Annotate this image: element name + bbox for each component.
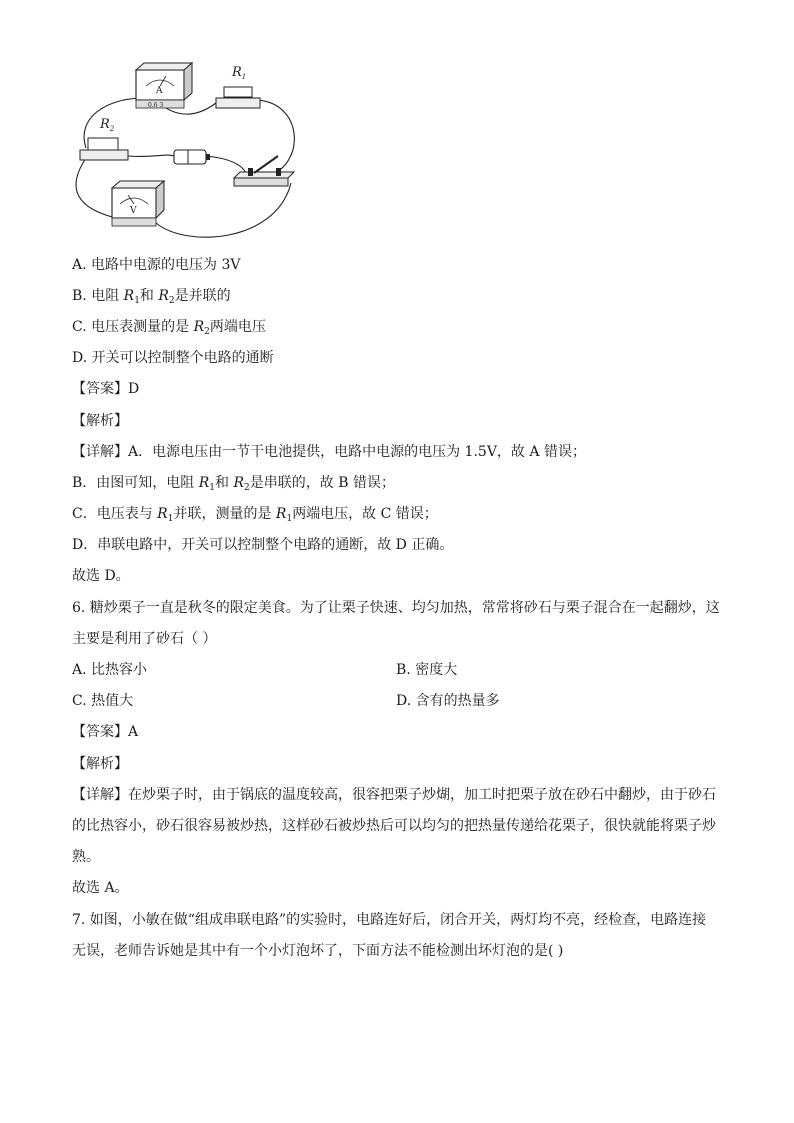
resistor-r1 <box>216 65 260 108</box>
q5-analysis: 【解析】 <box>72 413 128 429</box>
q5-answer: 【答案】D <box>72 381 140 397</box>
voltmeter-symbol: V <box>130 206 137 216</box>
q6-option-b: B. 密度大 <box>396 662 458 678</box>
q5-option-c: C. 电压表测量的是 $R_2$两端电压 <box>72 319 266 337</box>
q6-option-d: D. 含有的热量多 <box>396 693 500 709</box>
battery <box>174 150 210 164</box>
ammeter <box>136 63 192 109</box>
q6-analysis: 【解析】 <box>72 756 128 772</box>
wire <box>156 183 291 237</box>
wire <box>128 155 174 156</box>
r2-label: $R_2$ <box>100 117 115 133</box>
q5-option-d: D. 开关可以控制整个电路的通断 <box>72 350 274 366</box>
q6-option-c: C. 热值大 <box>72 693 134 709</box>
q6-stem-line1: 6. 糖炒栗子一直是秋冬的限定美食。为了让栗子快速、均匀加热，常常将砂石与栗子混合在一起翻炒，这 <box>72 600 720 616</box>
ammeter-symbol: A <box>156 86 163 96</box>
wire <box>206 156 246 173</box>
q7-stem-line2: 无误，老师告诉她是其中有一个小灯泡坏了，下面方法不能检测出坏灯泡的是( ) <box>72 943 564 959</box>
q5-option-a: A. 电路中电源的电压为 3V <box>72 257 241 273</box>
q6-option-a: A. 比热容小 <box>72 662 148 678</box>
q5-detail-d: D．串联电路中，开关可以控制整个电路的通断，故 D 正确。 <box>72 537 454 553</box>
q7-stem-line1: 7. 如图，小敏在做“组成串联电路”的实验时，电路连好后，闭合开关，两灯均不亮，经检查，电路连接 <box>72 912 707 928</box>
r1-label: $R_1$ <box>232 65 247 81</box>
q5-choose: 故选 D。 <box>72 568 130 584</box>
ammeter-scale: 0.6 3 <box>148 102 164 109</box>
q6-answer: 【答案】A <box>72 724 139 740</box>
q6-detail-line2: 的比热容小，砂石很容易被炒热，这样砂石被炒热后可以均匀的把热量传递给花栗子，很快就能将栗子炒 <box>72 818 716 834</box>
wire <box>76 158 116 218</box>
q6-stem-line2: 主要是利用了砂石（ ） <box>72 631 217 647</box>
wire <box>251 100 294 176</box>
voltmeter <box>112 181 164 226</box>
circuit-figure <box>66 58 306 248</box>
q5-option-b: B. 电阻 $R_1$和 $R_2$是并联的 <box>72 288 231 306</box>
q6-detail-line3: 熟。 <box>72 849 100 865</box>
q6-choose: 故选 A。 <box>72 880 129 896</box>
switch <box>234 156 294 186</box>
q5-detail-b: B．由图可知，电阻 $R_1$和 $R_2$是串联的，故 B 错误； <box>72 475 395 493</box>
q6-detail-line1: 【详解】在炒栗子时，由于锅底的温度较高，很容把栗子炒煳，加工时把栗子放在砂石中翻炒，由于砂石 <box>72 787 716 803</box>
q5-detail-c: C．电压表与 $R_1$并联，测量的是 $R_1$两端电压，故 C 错误； <box>72 506 438 524</box>
q5-detail-a: 【详解】A．电源电压由一节干电池提供，电路中电源的电压为 1.5V，故 A 错误； <box>72 444 586 460</box>
